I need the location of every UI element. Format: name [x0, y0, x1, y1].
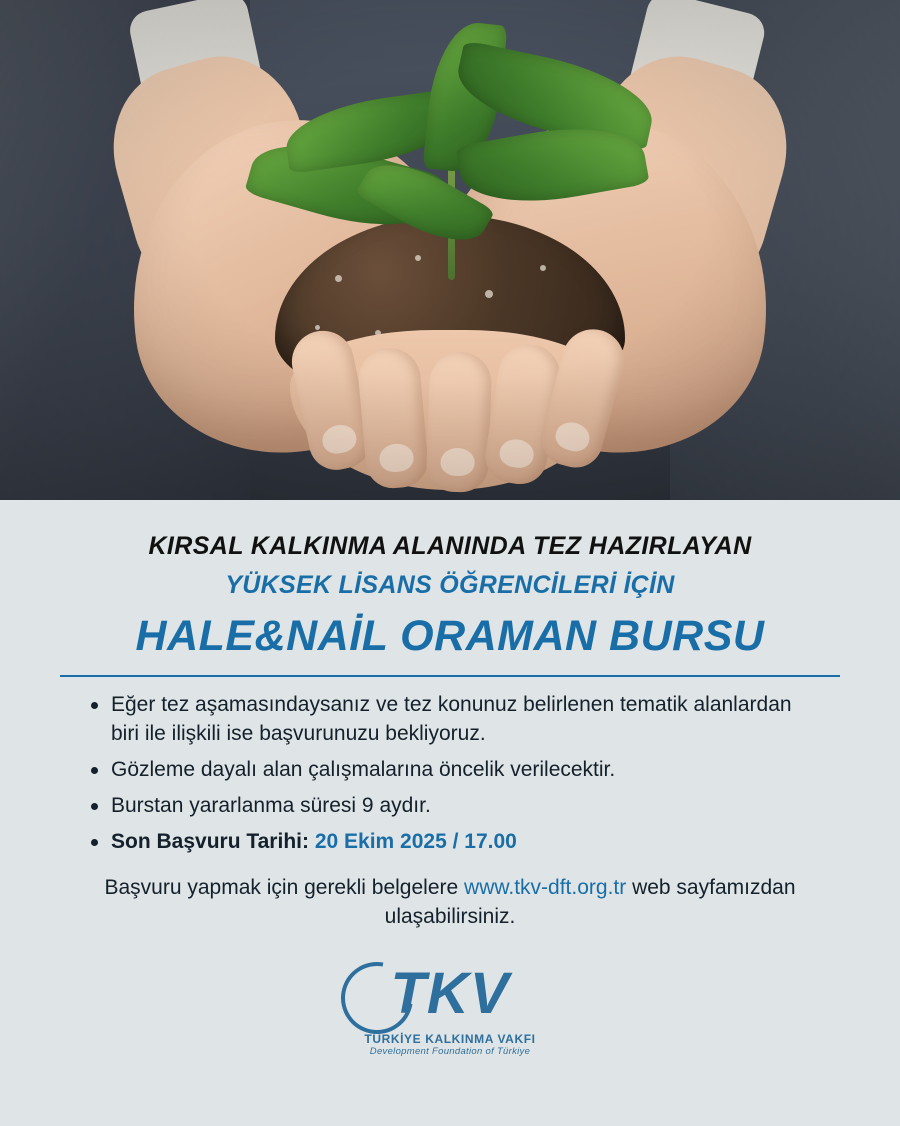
soil-speck [315, 325, 320, 330]
website-link[interactable]: www.tkv-dft.org.tr [464, 875, 627, 899]
soil-speck [540, 265, 546, 271]
fingernail [378, 442, 414, 473]
soil-speck [335, 275, 342, 282]
headline-line-2: YÜKSEK LİSANS ÖĞRENCİLERİ İÇİN [225, 571, 675, 599]
fingernail [320, 422, 359, 456]
list-item [85, 691, 815, 749]
fingernail [498, 437, 536, 470]
logo-wordmark: TKV [390, 960, 510, 1026]
soil-speck [415, 255, 421, 261]
tkv-logo-icon [335, 958, 565, 1030]
finger [426, 351, 493, 493]
logo-subtitle-en: Development Foundation of Türkiye [369, 1045, 531, 1057]
application-note-after: web sayfamızdan ulaşabilirsiniz. [384, 875, 796, 929]
application-note [80, 873, 820, 932]
list-item [85, 756, 815, 785]
divider [60, 675, 840, 677]
hero-photo [0, 0, 900, 500]
fingernail [440, 447, 475, 476]
list-item-deadline [85, 828, 815, 857]
bullet-text: Gözleme dayalı alan çalışmalarına öncelik verilecektir. [111, 757, 616, 781]
bullet-text: Eğer tez aşamasındaysanız ve tez konunuz belirlenen tematik alanlardan biri ile ilişkili ise başvurunuzu bekliyoruz. [111, 693, 792, 745]
bullet-list [85, 691, 815, 857]
logo-block [40, 958, 860, 1057]
fingernail [553, 419, 593, 455]
deadline-date: 20 Ekim 2025 / 17.00 [314, 829, 517, 853]
headline-line-1: KIRSAL KALKINMA ALANINDA TEZ HAZIRLAYAN [148, 532, 752, 560]
bullet-text: Burstan yararlanma süresi 9 aydır. [111, 793, 431, 817]
list-item [85, 792, 815, 821]
deadline-label: Son Başvuru Tarihi: [111, 829, 309, 853]
soil-speck [485, 290, 493, 298]
logo-subtitle-tr: TÜRKİYE KALKINMA VAKFI [364, 1031, 536, 1046]
headline-line-3: HALE&NAİL ORAMAN BURSU [135, 612, 765, 660]
application-note-before: Başvuru yapmak için gerekli belgelere [104, 875, 459, 899]
poster-content [0, 500, 900, 1057]
